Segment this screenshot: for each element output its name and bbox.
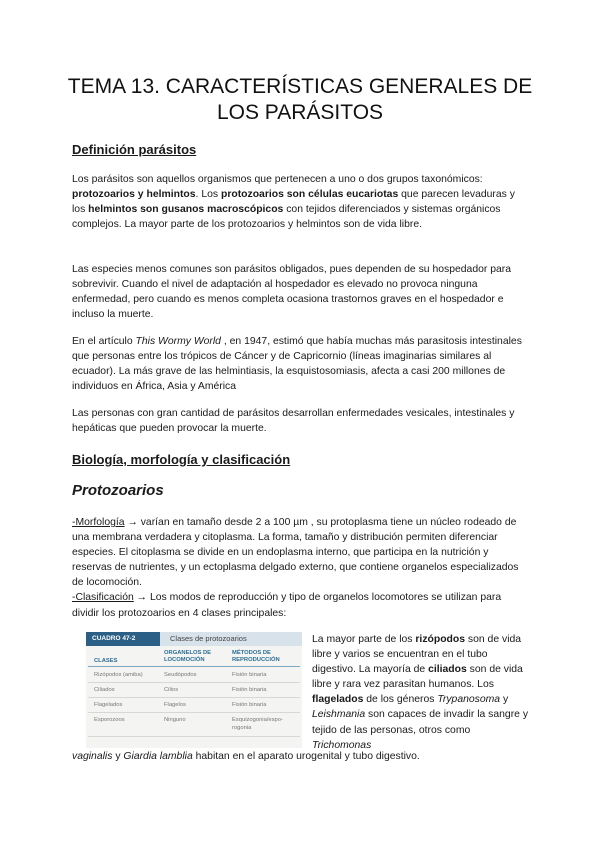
table-cell: Fisión binaria	[232, 672, 267, 678]
text-run: son de vida libre y varios se encuentran en el tubo digestivo. La mayoría de	[312, 634, 522, 676]
text-run: . Los	[195, 189, 221, 201]
text-run: , en 1947, estimó que había muchas más parasitosis intestinales que personas entre los trópicos de Cáncer y de Capricornio (líneas imaginarias similares al ecuador). La más grave de las helmintiasis, la esquistosomiasis, afecta a casi 200 millones de individuos en África, Asia y América	[72, 336, 522, 393]
italic-run: vaginalis	[72, 751, 113, 762]
col-header-organelos-1: ORGANELOS DE	[164, 650, 212, 656]
table-cell: Ciliados	[94, 687, 115, 693]
col-header-organelos-2: LOCOMOCIÓN	[164, 657, 205, 663]
table-cell: Seudópodos	[164, 672, 197, 678]
text-run: La mayor parte de los	[312, 634, 416, 645]
paragraph-protozoa-continued	[72, 749, 532, 764]
text-run: → varían en tamaño desde 2 a 100 µm , su protoplasma tiene un núcleo rodeado de una membrana verdadera y citoplasma. La forma, tamaño y distribución permiten diferenciar especies. El citoplasma se divide en un endoplasma interno, que participa en la nutrición y reservas de nutrientes, y un ectoplasma delgado externo, que contiene organelos especializados de locomoción.	[72, 517, 519, 589]
subheading-protozoarios: Protozoarios	[72, 482, 164, 499]
italic-run: This Wormy World	[135, 336, 221, 347]
table-cell: Fisión binaria	[232, 702, 267, 708]
table-cell: Flagelos	[164, 702, 186, 708]
protozoa-classes-table	[86, 632, 302, 748]
paragraph-definicion-3	[72, 334, 530, 394]
paragraph-morfologia-clasificacion	[72, 515, 530, 621]
bold-run: flagelados	[312, 694, 364, 706]
text-run: que parecen levaduras y los	[72, 189, 515, 216]
table-rule	[88, 666, 300, 667]
table-cell: Esporozoos	[94, 717, 125, 723]
bold-run: protozoarios y helmintos	[72, 189, 196, 201]
italic-run: Giardia lamblia	[123, 751, 193, 762]
table-cell: Rizópodos (amiba)	[94, 672, 143, 678]
table-caption: Clases de protozoarios	[170, 634, 247, 643]
table-row-divider	[88, 736, 300, 737]
bold-run: helmintos son gusanos macroscópicos	[88, 204, 284, 216]
title-line-2: LOS PARÁSITOS	[216, 101, 384, 124]
text-run: de los géneros	[363, 694, 438, 706]
title-line-1: TEMA 13. CARACTERÍSTICAS GENERALES DE	[67, 75, 533, 98]
clasificacion-label: -Clasificación	[72, 592, 134, 604]
morfologia-label: -Morfología	[72, 517, 125, 528]
section-heading-definicion: Definición parásitos	[72, 142, 197, 157]
text-run: son capaces de invadir la sangre y tejido de las personas, otros como	[312, 709, 529, 736]
text-run: y	[500, 694, 509, 706]
bold-run: rizópodos	[415, 634, 466, 645]
table-cell: Ninguno	[164, 717, 186, 723]
col-header-metodos-1: MÉTODOS DE	[232, 650, 271, 656]
paragraph-protozoa-classes	[312, 632, 530, 753]
paragraph-definicion-4: Las personas con gran cantidad de parásitos desarrollan enfermedades vesicales, intestinales y hepáticas que pueden provocar la muerte.	[72, 408, 515, 435]
table-cell: rogonia	[232, 725, 252, 731]
table-row-divider	[88, 697, 300, 698]
italic-run: Trichomonas	[312, 739, 372, 751]
text-run: y	[112, 751, 124, 762]
text-run: con tejidos diferenciados y sistemas orgánicos complejos. La mayor parte de los protozoarios y helmintos son de vida libre.	[72, 204, 501, 231]
col-header-metodos-2: REPRODUCCIÓN	[232, 657, 280, 663]
italic-run: Trypanosoma	[437, 694, 501, 706]
page-title	[40, 74, 560, 126]
col-header-clases: CLASES	[94, 658, 118, 664]
bold-run: protozoarios son células eucariotas	[220, 189, 399, 201]
table-cell: Flagelados	[94, 702, 123, 708]
table-badge: CUADRO 47-2	[86, 632, 160, 646]
text-run: En el artículo	[72, 336, 136, 347]
text-run: Los parásitos son aquellos organismos que pertenecen a uno o dos grupos taxonómicos:	[72, 174, 483, 185]
table-row-divider	[88, 682, 300, 683]
paragraph-definicion-1	[72, 172, 530, 232]
text-run: → Los modos de reproducción y tipo de organelos locomotores se utilizan para dividir los protozoarios en 4 clases principales:	[72, 592, 502, 619]
table-cell: Fisión binaria	[232, 687, 267, 693]
italic-run: Leishmania	[312, 709, 366, 721]
bold-run: ciliados	[428, 664, 467, 676]
table-cell: Esquizogonia/espo-	[232, 717, 283, 723]
paragraph-definicion-2: Las especies menos comunes son parásitos obligados, pues dependen de su hospedador para sobrevivir. Cuando el nivel de adaptación al hospedador es elevado no provoca ninguna enfermedad, pero cuando es menos completa ocasiona trastornos graves en el hospedador e incluso la muerte.	[72, 264, 512, 321]
table-row-divider	[88, 712, 300, 713]
section-heading-biologia: Biología, morfología y clasificación	[72, 452, 291, 467]
table-cell: Cilios	[164, 687, 179, 693]
text-run: habitan en el aparato urogenital y tubo digestivo.	[192, 751, 420, 762]
text-run: son de vida libre y rara vez parasitan humanos. Los	[312, 664, 523, 691]
